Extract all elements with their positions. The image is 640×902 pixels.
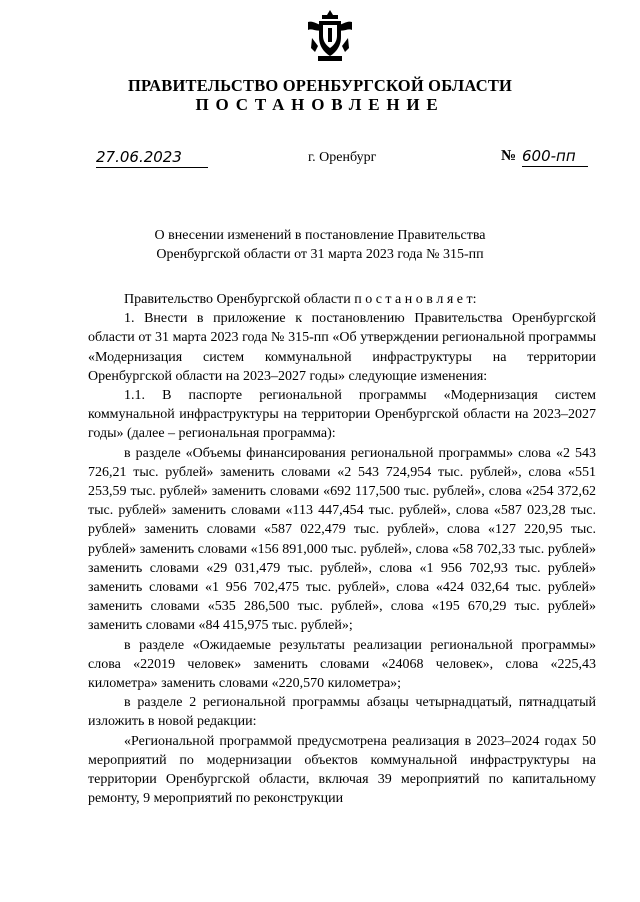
document-body xyxy=(88,290,596,808)
body-paragraph: «Региональной программой предусмотрена реализация в 2023–2024 годах 50 мероприятий по модернизации объектов коммунальной инфраструктуры на территории Оренбургской области, включая 39 мероприятий по капитальному ремонту, 9 мероприятий по реконструкции xyxy=(88,733,596,807)
organization-title: ПРАВИТЕЛЬСТВО ОРЕНБУРГСКОЙ ОБЛАСТИ xyxy=(127,76,513,95)
document-subject xyxy=(0,226,640,264)
document-date: 27.06.2023 xyxy=(96,148,208,168)
document-number-label: № xyxy=(501,148,517,164)
body-paragraph: в разделе «Ожидаемые результаты реализации региональной программы» слова «22019 человек» заменить словами «24068 человек», слова «225,43 километра» заменить словами «220,570 километра»; xyxy=(88,637,596,692)
subject-line: Оренбургской области от 31 марта 2023 года № 315-пп xyxy=(156,247,484,262)
coat-of-arms-emblem xyxy=(304,8,356,64)
document-city: г. Оренбург xyxy=(308,150,377,165)
document-type-title: ПОСТАНОВЛЕНИЕ xyxy=(195,95,445,114)
document-number: 600-пп xyxy=(522,147,588,167)
body-paragraph: в разделе «Объемы финансирования региональной программы» слова «2 543 726,21 тыс. рублей» заменить словами «2 543 724,954 тыс. рублей», слова «551 253,59 тыс. рублей» заменить словами «692 117,500 тыс. рублей», слова «254 372,62 тыс. рублей» заменить словами «113 447,454 тыс. рублей», слова «587 023,28 тыс. рублей» заменить словами «587 022,479 тыс. рублей», слова «127 220,95 тыс. рублей» заменить словами «156 891,000 тыс. рублей», слова «58 702,33 тыс. рублей» заменить словами «29 031,479 тыс. рублей», слова «1 956 702,93 тыс. рублей» заменить словами «1 956 702,475 тыс. рублей», слова «424 032,64 тыс. рублей» заменить словами «535 286,500 тыс. рублей», слова «195 670,29 тыс. рублей» заменить словами «84 415,975 тыс. рублей»; xyxy=(88,445,596,634)
body-paragraph: 1. Внести в приложение к постановлению Правительства Оренбургской области от 31 марта 2023 года № 315-пп «Об утверждении региональной программы «Модернизация систем коммунальной инфраструктуры на территории Оренбургской области на 2023–2027 годы» следующие изменения: xyxy=(88,311,596,384)
body-paragraph: в разделе 2 региональной программы абзацы четырнадцатый, пятнадцатый изложить в новой редакции: xyxy=(88,695,596,730)
body-paragraph: 1.1. В паспорте региональной программы «Модернизация систем коммунальной инфраструктуры на территории Оренбургской области на 2023–2027 годы» (далее – региональная программа): xyxy=(88,388,596,442)
subject-line: О внесении изменений в постановление Правительства xyxy=(154,228,486,243)
preamble-paragraph: Правительство Оренбургской области п о с т а н о в л я е т: xyxy=(124,292,477,307)
